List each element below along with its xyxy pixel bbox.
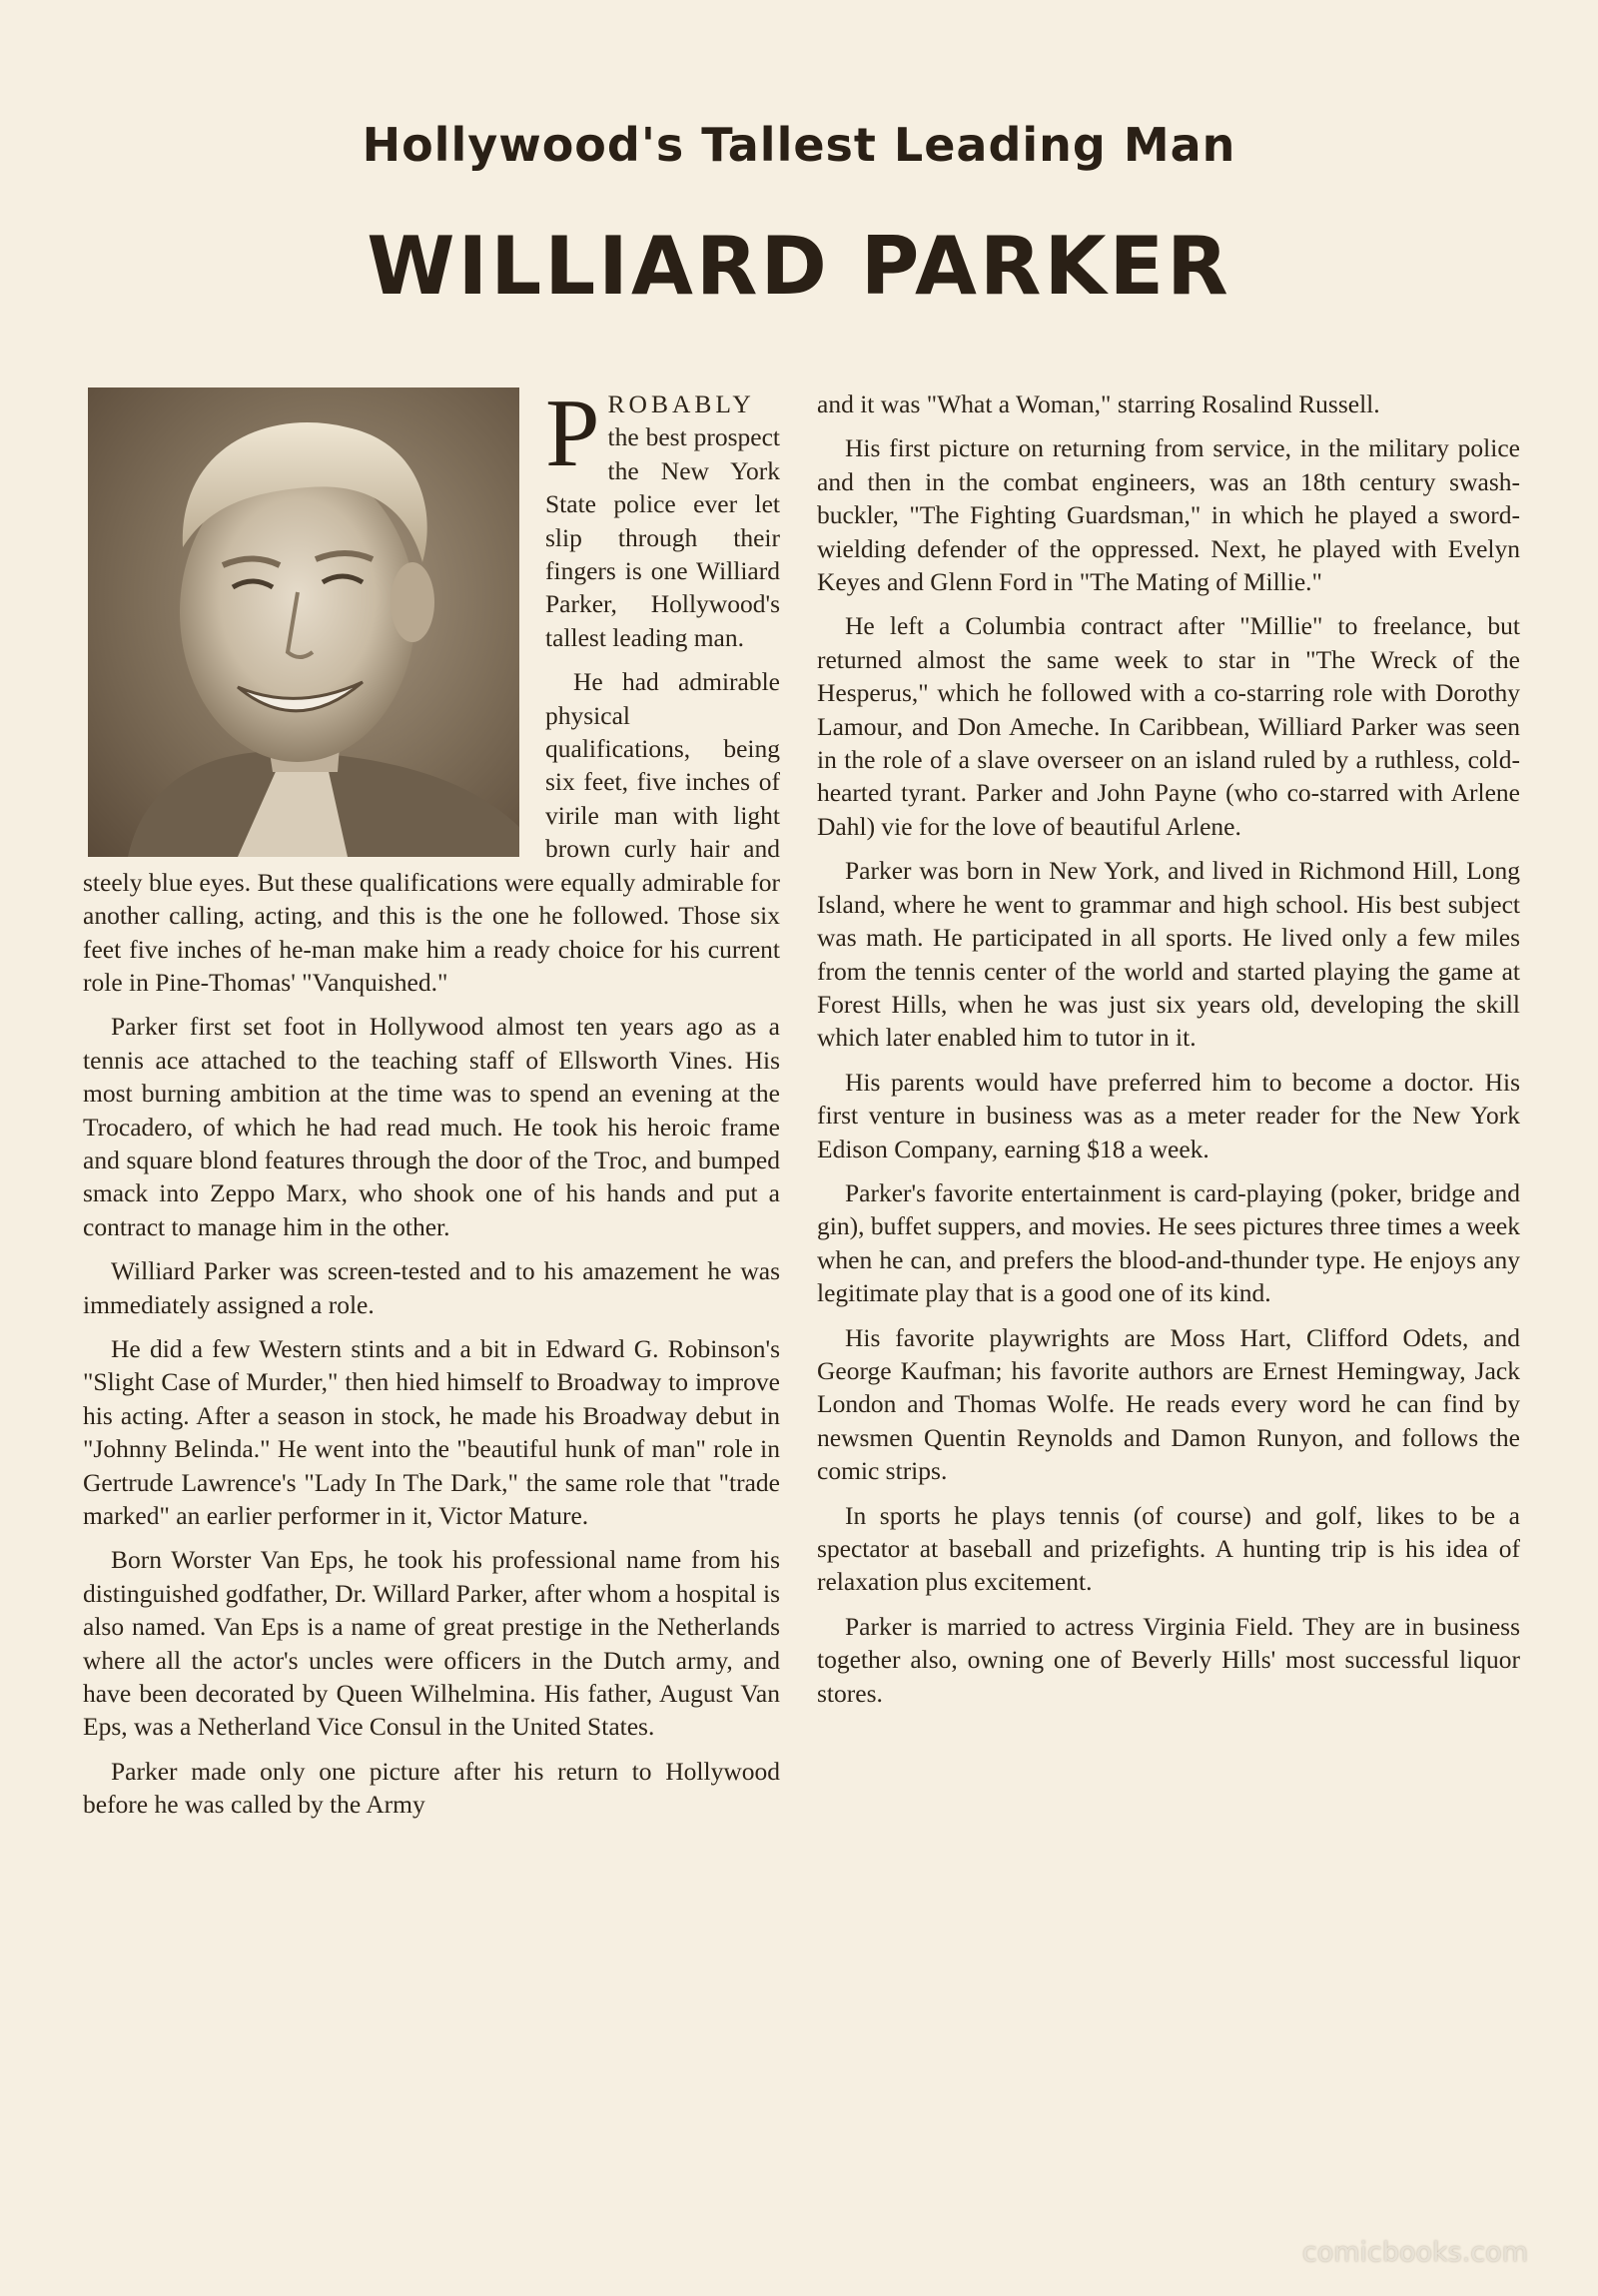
paragraph: Williard Parker was screen-tested and to his amazement he was immediately assigned a role. bbox=[83, 1256, 780, 1319]
portrait-image bbox=[88, 387, 519, 857]
paragraph: In sports he plays tennis (of course) and golf, likes to be a spectator at baseball and prizefights. A hunting trip is his idea of relaxation plus excitement. bbox=[817, 1500, 1520, 1597]
paragraph: He had admirable physical qualifications, being six feet, five inches of virile man with light brown curly hair and steely blue eyes. But these qualifications were equally admirable for another calling, acting, and this is the one he followed. Those six feet five inches of he-man make him a ready choice for his current role in Pine-Thomas' "Vanquished." bbox=[83, 667, 780, 997]
paragraph: Parker was born in New York, and lived in Richmond Hill, Long Island, where he went to grammar and high school. His best subject was math. He participated in all sports. He lived only a few miles from the tennis center of the world and started playing the game at Forest Hills, when he was just six years old, developing the skill which later enabled him to tutor in it. bbox=[817, 856, 1520, 1053]
paragraph: His favorite playwrights are Moss Hart, Clifford Odets, and George Kaufman; his favorite authors are Ernest Hemingway, Jack London and Thomas Wolfe. He reads every word he can find by newsmen Quentin Reynolds and Damon Runyon, and follows the comic strips. bbox=[817, 1322, 1520, 1486]
article-title: WILLIARD PARKER bbox=[367, 220, 1231, 313]
drop-cap: P bbox=[545, 380, 600, 487]
paragraph: Parker is married to actress Virginia Field. They are in business together also, owning one of Beverly Hills' most successful liquor stores. bbox=[817, 1611, 1520, 1708]
portrait-photo bbox=[88, 387, 519, 857]
paragraph: Parker's favorite entertainment is card-playing (poker, bridge and gin), buffet suppers, and movies. He sees pictures three times a week when he can, and prefers the blood-and-thunder type. He enjoys any legitimate play that is a good one of its kind. bbox=[817, 1177, 1520, 1308]
left-column bbox=[83, 380, 780, 1833]
continued-paragraph: and it was "What a Woman," starring Rosalind Russell. bbox=[817, 389, 1380, 418]
right-column bbox=[817, 387, 1520, 1721]
headline: Hollywood's Tallest Leading Man bbox=[362, 118, 1236, 172]
paragraph: Parker first set foot in Hollywood almost ten years ago as a tennis ace attached to the teaching staff of Ellsworth Vines. His most burning ambition at the time was to spend an evening at the Trocadero, of which he had read much. He took his heroic frame and square blond features through the door of the Troc, and bumped smack into Zeppo Marx, who shook one of his hands and put a contract to manage him in the other. bbox=[83, 1012, 780, 1241]
paragraph: His parents would have preferred him to become a doctor. His first venture in business was as a meter reader for the New York Edison Company, earning $18 a week. bbox=[817, 1067, 1520, 1163]
opening-caps: ROBABLY bbox=[607, 389, 755, 418]
opening-text: the best prospect the New York State police ever let slip through their fingers is one Williard Parker, Hollywood's tallest leading man. bbox=[545, 422, 780, 652]
watermark: comicbooks.com bbox=[1301, 2237, 1528, 2268]
paragraph: Born Worster Van Eps, he took his professional name from his distinguished godfather, Dr. Willard Parker, after whom a hospital is also named. Van Eps is a name of great prestige in the Netherlands where all the actor's uncles were officers in the Dutch army, and have been decorated by Queen Wilhelmina. His father, August Van Eps, was a Netherland Vice Consul in the United States. bbox=[83, 1545, 780, 1742]
paragraph: Parker made only one picture after his return to Hollywood before he was called by the Army bbox=[83, 1756, 780, 1820]
paragraph: He did a few Western stints and a bit in Edward G. Robinson's "Slight Case of Murder," then hied himself to Broadway to improve his acting. After a season in stock, he made his Broadway debut in "Johnny Belinda." He went into the "beautiful hunk of man" role in Gertrude Lawrence's "Lady In The Dark," the same role that "trade marked" an earlier performer in it, Victor Mature. bbox=[83, 1333, 780, 1530]
paragraph: His first picture on returning from service, in the military police and then in the combat engineers, was an 18th century swash-buckler, "The Fighting Guardsman," in which he played a sword-wielding defender of the oppressed. Next, he played with Evelyn Keyes and Glenn Ford in "The Mating of Millie." bbox=[817, 433, 1520, 597]
paragraph: He left a Columbia contract after "Millie" to freelance, but returned almost the same week to star in "The Wreck of the Hesperus," which he followed with a co-starring role with Dorothy Lamour, and Don Ameche. In Caribbean, Williard Parker was seen in the role of a slave overseer on an island ruled by a ruthless, cold-hearted tyrant. Parker and John Payne (who co-starred with Arlene Dahl) vie for the love of beautiful Arlene. bbox=[817, 611, 1520, 841]
